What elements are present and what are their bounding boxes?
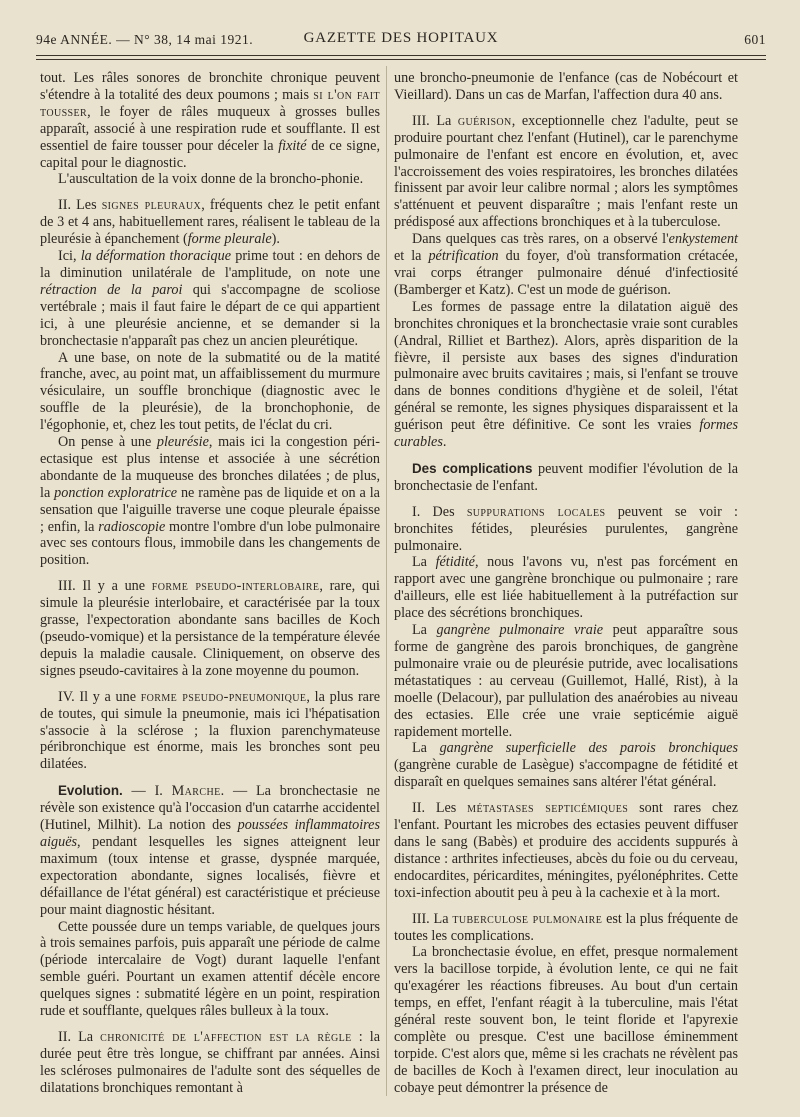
paragraph: Cette poussée dure un temps variable, de quelques jours à trois semaines parfois, puis apparaît une période de calme (période intercalaire de Vogt) durant laquelle l'enfant semble guéri. Pourtant un examen attentif décèle encore quelques signes : submatité légère en un point, respiration rude et soufflante, quelques râles bulleux à la toux. bbox=[40, 918, 380, 1020]
section-heading-complications: Des complications peuvent modifier l'évolution de la bronchectasie de l'enfant. bbox=[394, 460, 739, 494]
paragraph: II. Les métastases septicémiques sont rares chez l'enfant. Pourtant les microbes des ectasies peuvent diffuser dans le sang (Babès) et produire des accidents suppurés à distance : arthrites infectieuses, abcès du foie ou du cerveau, endocardites, péricardites, méningites, pyélonéphrites. Cette toxi-infection aboutit peu à peu à la cachexie et à la mort. bbox=[394, 800, 738, 901]
paragraph: Les formes de passage entre la dilatation aiguë des bronchites chroniques et la bronchectasie vraie sont curables (Andral, Rilliet et Barthez). Alors, après disparition de la fièvre, il persiste aux bases des signes d'induration pulmonaire avec bruits cavitaires ; mais, si l'enfant se trouve dans de bonnes conditions d'hygiène et de soleil, l'état général se remonte, les signes physiques disparaissent et la guérison peut être définitive. Ce sont les vraies formes curables. bbox=[394, 298, 738, 451]
paragraph: La bronchectasie évolue, en effet, presque normalement vers la bacillose torpide, à évolution lente, ce qui ne fait qu'exagérer les réactions fibreuses. Au bout d'un certain temps, en effet, l'enfant réagit à la tuberculine, mais l'état général reste souvent bon, le teint floride et l'apyrexie complète ou presque. C'est une bacillose éminemment torpide. C'est alors que, même si les crachats ne révèlent pas de bacilles de Koch à l'examen direct, leur inoculation au cobaye peut démontrer la présence de bbox=[394, 944, 738, 1096]
paragraph: II. La chronicité de l'affection est la règle : la durée peut être très longue, se chiffrant par années. Ainsi les scléroses pulmonaires de l'adulte sont des séquelles de dilatations bronchiques remontant à bbox=[40, 1028, 381, 1096]
issue-info: 94e ANNÉE. — N° 38, 14 mai 1921. bbox=[36, 32, 254, 47]
paragraph: III. Il y a une forme pseudo-interlobaire, rare, qui simule la pleurésie interlobaire, et caractérisée par la toux grasse, l'expectoration abondante sans bacilles de Koch (pseudo-vomique) et la persistance de la température élevée depuis la maladie causale. Cliniquement, on observe des signes pseudo-cavitaires à la zone moyenne du poumon. bbox=[40, 578, 380, 679]
page-header bbox=[36, 28, 766, 50]
paragraph: L'auscultation de la voix donne de la broncho-phonie. bbox=[58, 171, 364, 188]
paragraph: La gangrène pulmonaire vraie peut apparaître sous forme de gangrène des parois bronchiques, de gangrène pulmonaire vraie ou de pleurésie putride, avec localisations métastatiques : au cerveau (Guillemot, Hallé, Rist), à la moelle (Delacour), par pullulation des anaérobies au niveau des ectasies. Elle crée une vraie septicémie aiguë rapidement mortelle. bbox=[394, 622, 738, 740]
section-heading-evolution: Evolution. — I. Marche. — La bronchectasie ne révèle son existence qu'à l'occasion d'un catarrhe accidentel (Hutinel, Milhit). La notion des poussées inflammatoires aiguës, pendant lesquelles les signes atteignent leur maximum (toux intense et grasse, dyspnée marquée, expectoration abondante, signes localisés, fièvre et défaillance de l'état général) est caractéristique et précieuse pour maint diagnostic hésitant. bbox=[40, 783, 380, 918]
header-rule-top bbox=[36, 55, 766, 56]
column-divider bbox=[386, 66, 387, 1096]
paragraph: IV. Il y a une forme pseudo-pneumonique, la plus rare de toutes, qui simule la pneumonie, mais ici l'hépatisation s'associe à la sclérose ; la fluxion parenchymateuse péribronchique est énorme, mais les bronches sont peu dilatées. bbox=[40, 688, 380, 773]
header-rule-bottom bbox=[36, 59, 766, 60]
left-column bbox=[40, 70, 380, 1097]
paragraph: Ici, la déformation thoracique prime tout : en dehors de la diminution unilatérale de l'amplitude, on note une rétraction de la paroi qui s'accompagne de scoliose vertébrale ; mais il faut faire le départ de ce qui appartient ici, à une pleurésie ancienne, et se demander si la bronchectasie n'apparaît pas chez un ancien pleurétique. bbox=[40, 248, 381, 349]
paragraph: III. La tuberculose pulmonaire est la plus fréquente de toutes les complications. bbox=[394, 910, 739, 944]
right-column bbox=[394, 70, 738, 1097]
paragraph: tout. Les râles sonores de bronchite chronique peuvent s'étendre à la totalité des deux poumons ; mais si l'on fait tousser, le foyer de râles muqueux à grosses bulles apparaît, associé à une respiration rude et soufflante. Il est essentiel de faire tousser pour déceler la fixité de ce signe, capital pour le diagnostic. bbox=[40, 70, 381, 171]
paragraph: A une base, on note de la submatité ou de la matité franche, avec, au point mat, un affaiblissement du murmure vésiculaire, un souffle bronchique (diagnostic avec le souffle de la pleurésie), de la bronchophonie, de l'égophonie, et, chez les tout petits, de l'éclat du cri. bbox=[40, 349, 380, 434]
paragraph: On pense à une pleurésie, mais ici la congestion péri-ectasique est plus intense et associée à une sécrétion abondante de la muqueuse des bronches dilatées ; de plus, la ponction exploratrice ne ramène pas de liquide et on a la sensation que l'aiguille traverse une coque pleurale épaisse ; enfin, la radioscopie montre l'ombre d'un lobe pulmonaire avec ses contours flous, immobile dans les changements de position. bbox=[40, 434, 380, 569]
paragraph: La fétidité, nous l'avons vu, n'est pas forcément en rapport avec une gangrène bronchique ou pulmonaire ; rare d'ailleurs, elle est liée habituellement à la putréfaction sur place des sécrétions bronchiques. bbox=[394, 554, 738, 622]
paragraph: II. Les signes pleuraux, fréquents chez le petit enfant de 3 et 4 ans, habituellement rares, réalisent le tableau de la pleurésie à épanchement (forme pleurale). bbox=[40, 197, 380, 248]
paragraph: I. Des suppurations locales peuvent se voir : bronchites fétides, pleurésies purulentes, gangrène pulmonaire. bbox=[394, 503, 738, 554]
page-number: 601 bbox=[744, 32, 766, 47]
paragraph: Dans quelques cas très rares, on a observé l'enkystement et la pétrification du foyer, d'où transformation crétacée, vrai corps étranger pulmonaire dénué d'infectiosité (Bamberger et Katz). C'est un mode de guérison. bbox=[394, 231, 738, 298]
paragraph: La gangrène superficielle des parois bronchiques (gangrène curable de Lasègue) s'accompagne de fétidité et disparaît en quelques semaines sans altérer l'état général. bbox=[394, 740, 738, 791]
journal-title: GAZETTE DES HOPITAUX bbox=[303, 30, 499, 46]
paragraph: une broncho-pneumonie de l'enfance (cas de Nobécourt et Vieillard). Dans un cas de Marfan, l'affection dura 40 ans. bbox=[394, 70, 738, 103]
paragraph: III. La guérison, exceptionnelle chez l'adulte, peut se produire pourtant chez l'enfant (Hutinel), car le parenchyme pulmonaire de l'enfant est encore en évolution, et, avec l'accroissement des voies respiratoires, les bronches dilatées finissent par avoir leur calibre normal ; alors les symptômes s'atténuent et peuvent disparaître ; mais l'enfant reste un prédisposé aux affections bronchiques et à la tuberculose. bbox=[394, 112, 738, 231]
